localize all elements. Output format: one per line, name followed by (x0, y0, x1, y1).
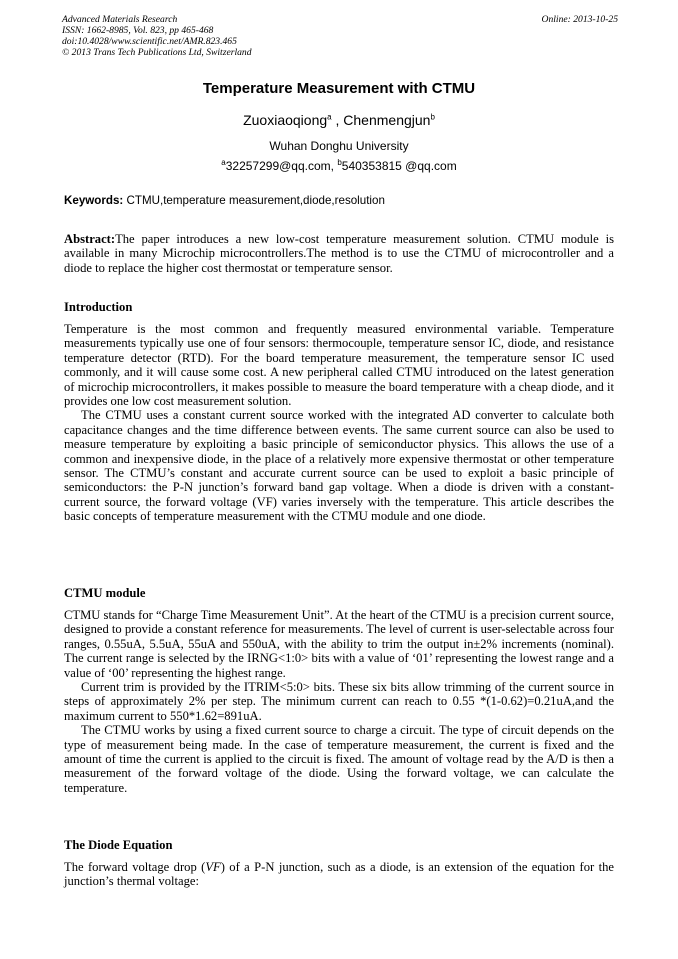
section-heading-ctmu: CTMU module (64, 586, 146, 600)
email-a: 32257299@qq.com, (225, 159, 338, 173)
paragraph: The CTMU works by using a fixed current source to charge a circuit. The type of circuit depends on the type of measurement being made. In the case of temperature measurement, the current is fixed and the amount of time the current is applied to the circuit is fixed. The amount of voltage read by the A/D is then a measurement of the forward voltage of the diode. Using the forward voltage, we can calculate the temperature. (64, 723, 614, 795)
email-b-mark: b (337, 158, 342, 167)
section-body-ctmu (64, 608, 614, 795)
abstract (64, 232, 614, 275)
author-1-affil-mark: a (327, 112, 332, 122)
abstract-text: The paper introduces a new low-cost temperature measurement solution. CTMU module is available in many Microchip microcontrollers.The method is to use the CTMU of microcontroller and a diode to replace the higher cost thermostat or temperature sensor. (64, 232, 614, 275)
paragraph: The CTMU uses a constant current source worked with the integrated AD converter to calculate both capacitance changes and the time difference between events. The same current source can also be used to measure temperature by exploiting a basic principle of semiconductor physics. This allows the use of a common and inexpensive diode, in the place of a relatively more expensive thermostat or other temperature sensor. The CTMU’s constant and accurate current source can be used to exploit a basic principle of semiconductors: the P-N junction’s forward band gap voltage. When a diode is driven with a constant-current source, the forward voltage (VF) varies inversely with the temperature. This article describes the basic concepts of temperature measurement with the CTMU module and one diode. (64, 408, 614, 524)
online-date: Online: 2013-10-25 (541, 14, 618, 25)
author-2-affil-mark: b (430, 112, 435, 122)
paragraph: Temperature is the most common and frequently measured environmental variable. Temperature measurements typically use one of four sensors: thermocouple, temperature sensor IC, diode, and resistance temperature detector (RTD). For the board temperature measurement, the temperature sensor IC used commonly, and it will cause some cost. A new peripheral called CTMU introduced on the latest generation of microchip microcontrollers, it makes possible to measure the board temperature with a cheap diode, and it provides one low cost measurement solution. (64, 322, 614, 409)
diode-text-a: The forward voltage drop ( (64, 860, 206, 874)
affiliation: Wuhan Donghu University (269, 139, 409, 153)
vf-symbol: VF (205, 860, 221, 874)
section-heading-introduction: Introduction (64, 300, 133, 314)
journal-name: Advanced Materials Research (62, 14, 178, 25)
author-emails (0, 159, 678, 173)
section-body-diode (64, 860, 614, 889)
section-body-introduction (64, 322, 614, 524)
author-2: Chenmengjun (343, 112, 431, 128)
author-list (0, 112, 678, 128)
email-b: 540353815 @qq.com (341, 159, 457, 173)
author-separator: , (331, 112, 344, 128)
journal-doi: doi:10.4028/www.scientific.net/AMR.823.465 (62, 36, 237, 47)
keywords-text: CTMU,temperature measurement,diode,resolution (123, 194, 385, 207)
diode-text-b: ) of a P-N junction, such as a diode, is an extension of the equation for the junction’s thermal voltage: (64, 860, 614, 889)
author-1: Zuoxiaoqiong (243, 112, 328, 128)
keywords-label: Keywords: (64, 194, 124, 207)
email-a-mark: a (221, 158, 226, 167)
section-heading-diode: The Diode Equation (64, 838, 173, 852)
keywords (64, 194, 616, 207)
paper-title: Temperature Measurement with CTMU (202, 80, 476, 97)
journal-issn: ISSN: 1662-8985, Vol. 823, pp 465-468 (62, 25, 214, 36)
abstract-label: Abstract: (64, 232, 116, 246)
paragraph: CTMU stands for “Charge Time Measurement Unit”. At the heart of the CTMU is a precision current source, designed to provide a constant reference for measurements. The level of current is user-selectable across four ranges, 0.55uA, 5.5uA, 55uA and 550uA, with the ability to trim the output in±2% increments (nominal). The current range is selected by the IRNG<1:0> bits with a value of ‘01’ representing the lowest range and a value of ‘00’ representing the highest range. (64, 608, 614, 680)
journal-header (62, 14, 618, 58)
paragraph: Current trim is provided by the ITRIM<5:0> bits. These six bits allow trimming of the current source in steps of approximately 2% per step. The minimum current can reach to 0.55 *(1-0.62)=0.21uA,and the maximum current to 550*1.62=891uA. (64, 680, 614, 723)
journal-copyright: © 2013 Trans Tech Publications Ltd, Switzerland (62, 47, 252, 58)
